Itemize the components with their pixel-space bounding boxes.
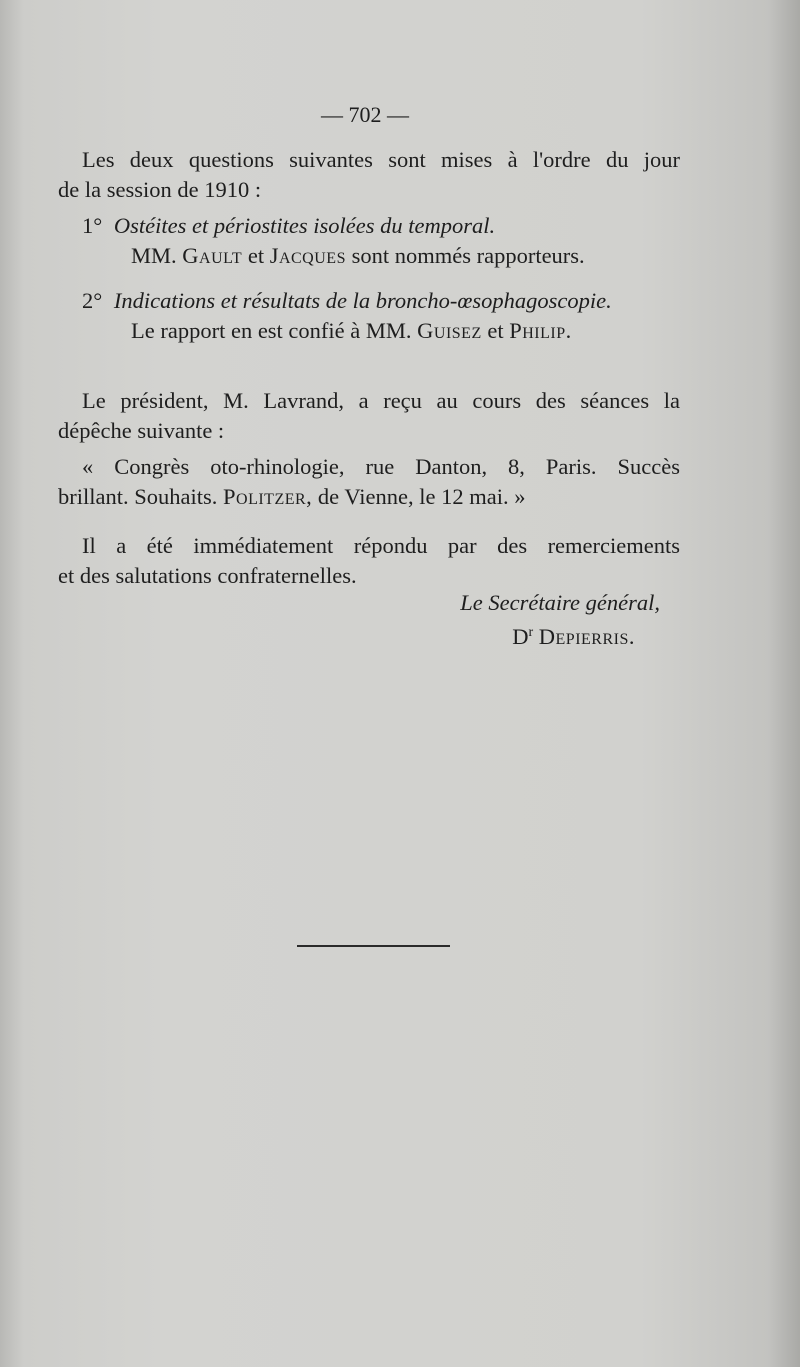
page-number: — 702 —	[321, 102, 409, 127]
president-paragraph	[58, 386, 680, 446]
question-item-2	[58, 286, 680, 346]
telegram-line-1: « Congrès oto-rhinologie, rue Danton, 8, Paris. Succès	[82, 454, 680, 479]
telegram-line-2	[58, 482, 680, 512]
signature-name	[512, 618, 635, 652]
telegram-paragraph	[58, 452, 680, 512]
detail-suffix: sont nommés rapporteurs.	[351, 243, 585, 268]
rapporteur-name: Philip.	[509, 318, 572, 343]
detail-prefix: MM.	[131, 243, 177, 268]
detail-prefix: Le rapport en est confié à MM.	[131, 318, 412, 343]
item-number: 1°	[82, 213, 103, 238]
rapporteur-name: Guisez	[417, 318, 482, 343]
item-number: 2°	[82, 288, 103, 313]
rapporteur-name: Gault	[182, 243, 243, 268]
section-divider	[297, 945, 450, 947]
secretary-name: Depierris.	[538, 624, 635, 649]
item-title: Ostéites et périostites isolées du temporal.	[113, 213, 496, 238]
telegram-text: brillant. Souhaits.	[58, 484, 218, 509]
reply-line-1: Il a été immédiatement répondu par des remerciements	[82, 533, 680, 558]
signature-title: Le Secrétaire général,	[460, 590, 660, 615]
question-item-1	[58, 211, 680, 271]
conjunction: et	[247, 243, 265, 268]
reply-paragraph	[58, 531, 680, 591]
rapporteur-name: Jacques	[269, 243, 346, 268]
reply-line-2: et des salutations confraternelles.	[58, 563, 357, 588]
conjunction: et	[487, 318, 504, 343]
item-title: Indications et résultats de la broncho-œsophagoscopie.	[113, 288, 612, 313]
sender-name: Politzer,	[223, 484, 313, 509]
intro-line-2: de la session de 1910 :	[58, 177, 262, 202]
president-line-1: Le président, M. Lavrand, a reçu au cours des séances la	[82, 388, 680, 413]
title-prefix-superscript: r	[528, 625, 534, 640]
intro-paragraph	[58, 145, 680, 205]
intro-line-1: Les deux questions suivantes sont mises à l'ordre du jour	[82, 147, 680, 172]
president-line-2: dépêche suivante :	[58, 418, 225, 443]
title-prefix: D	[512, 624, 529, 649]
item-detail	[58, 316, 680, 346]
telegram-text: de Vienne, le 12 mai. »	[317, 484, 526, 509]
item-detail	[58, 241, 680, 271]
